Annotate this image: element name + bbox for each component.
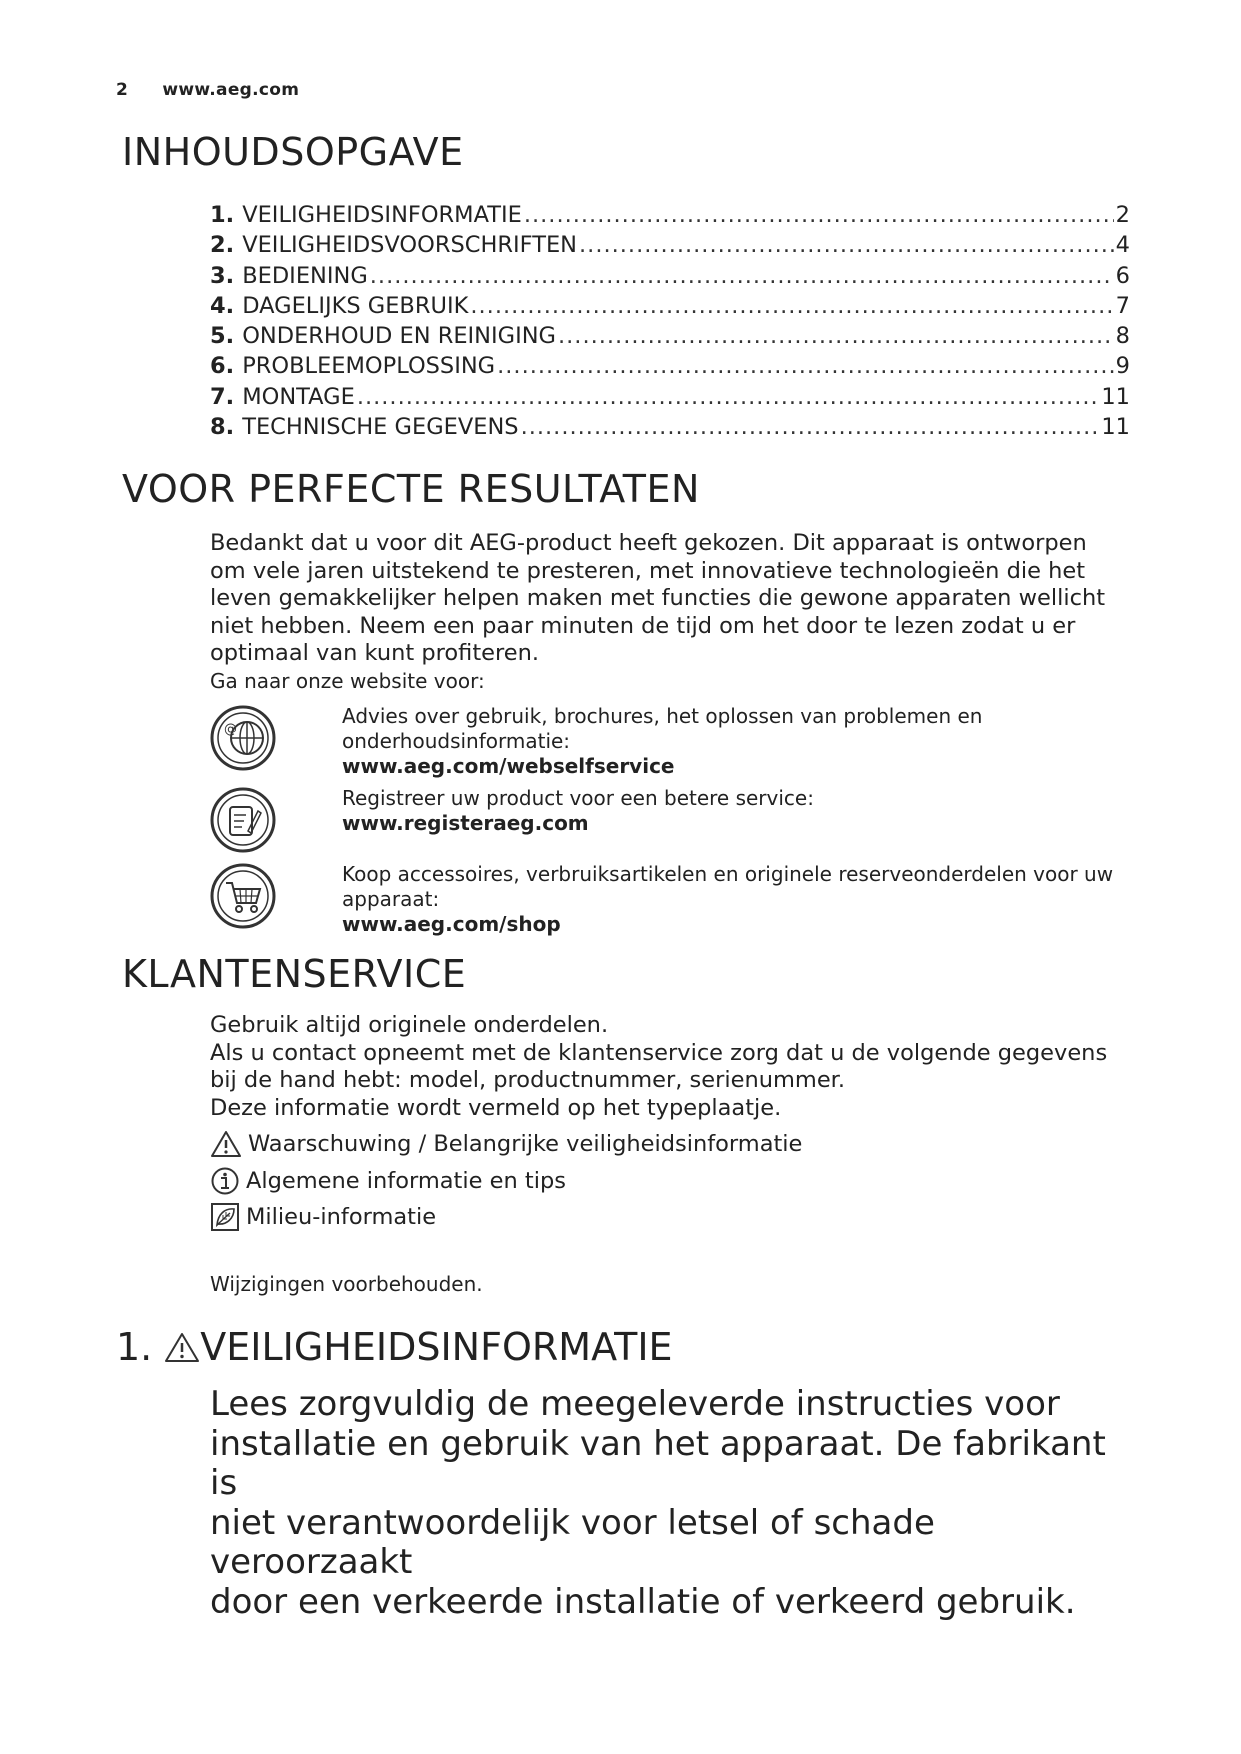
intro-line: om vele jaren uitstekend te presteren, met innovatieve technologieën die het (210, 557, 1086, 584)
register-icon (210, 787, 276, 853)
legend-info (210, 1166, 566, 1196)
svg-text:@: @ (224, 722, 237, 737)
cart-icon (210, 863, 276, 929)
toc-leader-dots (524, 200, 1114, 230)
service-line: Deze informatie wordt vermeld op het typeplaatje. (210, 1094, 782, 1121)
toc-entry[interactable] (210, 321, 1130, 351)
link-description: Advies over gebruik, brochures, het oplossen van problemen en (342, 704, 983, 728)
section-title: VEILIGHEIDSINFORMATIE (200, 1325, 673, 1369)
customer-service-title: KLANTENSERVICE (122, 952, 467, 996)
toc-leader-dots (579, 230, 1114, 260)
legend-label: Milieu-informatie (246, 1204, 437, 1230)
toc-entry-label: ONDERHOUD EN REINIGING (242, 323, 556, 350)
safety-lead-paragraph (210, 1385, 1110, 1622)
toc-entry-page: 9 (1115, 353, 1130, 380)
perfect-results-title: VOOR PERFECTE RESULTATEN (122, 467, 700, 511)
toc-title: INHOUDSOPGAVE (122, 130, 464, 174)
legend-environment (210, 1202, 436, 1232)
toc-entry-number: 5. (210, 323, 235, 350)
toc-entry-number: 8. (210, 414, 235, 441)
toc-leader-dots (497, 351, 1114, 381)
toc-entry-page: 11 (1101, 383, 1130, 410)
page-number: 2 (116, 80, 129, 100)
page-header (116, 80, 299, 100)
toc-entry-number: 1. (210, 202, 235, 228)
intro-line: leven gemakkelijker helpen maken met functies die gewone apparaten wellicht (210, 585, 1106, 612)
service-line: bij de hand hebt: model, productnummer, serienummer. (210, 1067, 845, 1094)
link-item-register (342, 786, 1122, 836)
toc-entry-number: 4. (210, 292, 235, 319)
service-line: Als u contact opneemt met de klantenservice zorg dat u de volgende gegevens (210, 1039, 1108, 1066)
toc-entry[interactable] (210, 351, 1130, 381)
legend-label: Algemene informatie en tips (246, 1168, 566, 1194)
toc-entry-page: 8 (1115, 323, 1130, 350)
service-paragraph (210, 1012, 1110, 1122)
link-description: Koop accessoires, verbruiksartikelen en originele reserveonderdelen voor uw (342, 862, 1114, 886)
info-icon (210, 1166, 240, 1196)
toc-entry-label: VEILIGHEIDSVOORSCHRIFTEN (242, 232, 578, 259)
link-description: Registreer uw product voor een betere service: (342, 786, 814, 810)
section-1-heading (116, 1325, 673, 1369)
link-description: onderhoudsinformatie: (342, 729, 571, 753)
webselfservice-link[interactable]: www.aeg.com/webselfservice (342, 754, 675, 778)
toc-entry-label: MONTAGE (242, 383, 355, 410)
toc-entry-label: DAGELIJKS GEBRUIK (242, 292, 469, 319)
toc-entry-number: 3. (210, 262, 235, 289)
toc-entry-page: 6 (1115, 262, 1130, 289)
warning-icon (210, 1130, 242, 1158)
globe-icon (210, 705, 276, 771)
toc-entry-page: 11 (1101, 414, 1130, 441)
lead-line: installatie en gebruik van het apparaat. De fabrikant is (210, 1423, 1106, 1503)
lead-line: niet verantwoordelijk voor letsel of schade veroorzaakt (210, 1502, 935, 1582)
section-number: 1. (116, 1325, 153, 1369)
warning-icon (164, 1331, 200, 1363)
toc-entry-label: PROBLEEMOPLOSSING (242, 353, 496, 380)
link-item-shop (342, 862, 1122, 937)
toc-entry-number: 6. (210, 353, 235, 380)
lead-line: Lees zorgvuldig de meegeleverde instructies voor (210, 1384, 1060, 1424)
legend-warning (210, 1130, 802, 1158)
intro-line: niet hebben. Neem een paar minuten de tijd om het door te lezen zodat u er (210, 612, 1076, 639)
toc-entry[interactable] (210, 412, 1130, 442)
toc-entry[interactable] (210, 261, 1130, 291)
toc-entry-page: 2 (1115, 202, 1130, 228)
website-prompt: Ga naar onze website voor: (210, 669, 485, 693)
intro-line: Bedankt dat u voor dit AEG-product heeft gekozen. Dit apparaat is ontworpen (210, 530, 1087, 556)
toc-entry-page: 7 (1115, 292, 1130, 319)
lead-line: door een verkeerde installatie of verkeerd gebruik. (210, 1581, 1076, 1622)
toc-entry-label: BEDIENING (242, 262, 368, 289)
shop-link[interactable]: www.aeg.com/shop (342, 912, 561, 936)
intro-paragraph (210, 530, 1110, 668)
toc-leader-dots (521, 412, 1100, 442)
link-item-webselfservice (342, 704, 1122, 779)
toc-leader-dots (357, 382, 1100, 412)
intro-line: optimaal van kunt profiteren. (210, 640, 540, 667)
toc-entry[interactable] (210, 200, 1130, 230)
toc-leader-dots (470, 291, 1113, 321)
toc-entry-label: TECHNISCHE GEGEVENS (242, 414, 519, 441)
changes-note: Wijzigingen voorbehouden. (210, 1272, 483, 1296)
toc-entry-page: 4 (1115, 232, 1130, 259)
toc-entry[interactable] (210, 291, 1130, 321)
toc-leader-dots (558, 321, 1114, 351)
toc-entry[interactable] (210, 230, 1130, 260)
legend-label: Waarschuwing / Belangrijke veiligheidsinformatie (248, 1131, 803, 1157)
site-url[interactable]: www.aeg.com (162, 80, 300, 100)
register-link[interactable]: www.registeraeg.com (342, 811, 589, 835)
service-line: Gebruik altijd originele onderdelen. (210, 1012, 609, 1038)
table-of-contents (210, 200, 1130, 442)
toc-leader-dots (370, 261, 1114, 291)
toc-entry[interactable] (210, 382, 1130, 412)
toc-entry-label: VEILIGHEIDSINFORMATIE (242, 202, 522, 228)
toc-entry-number: 2. (210, 232, 235, 259)
link-description: apparaat: (342, 887, 440, 911)
toc-entry-number: 7. (210, 383, 235, 410)
leaf-icon (210, 1202, 240, 1232)
